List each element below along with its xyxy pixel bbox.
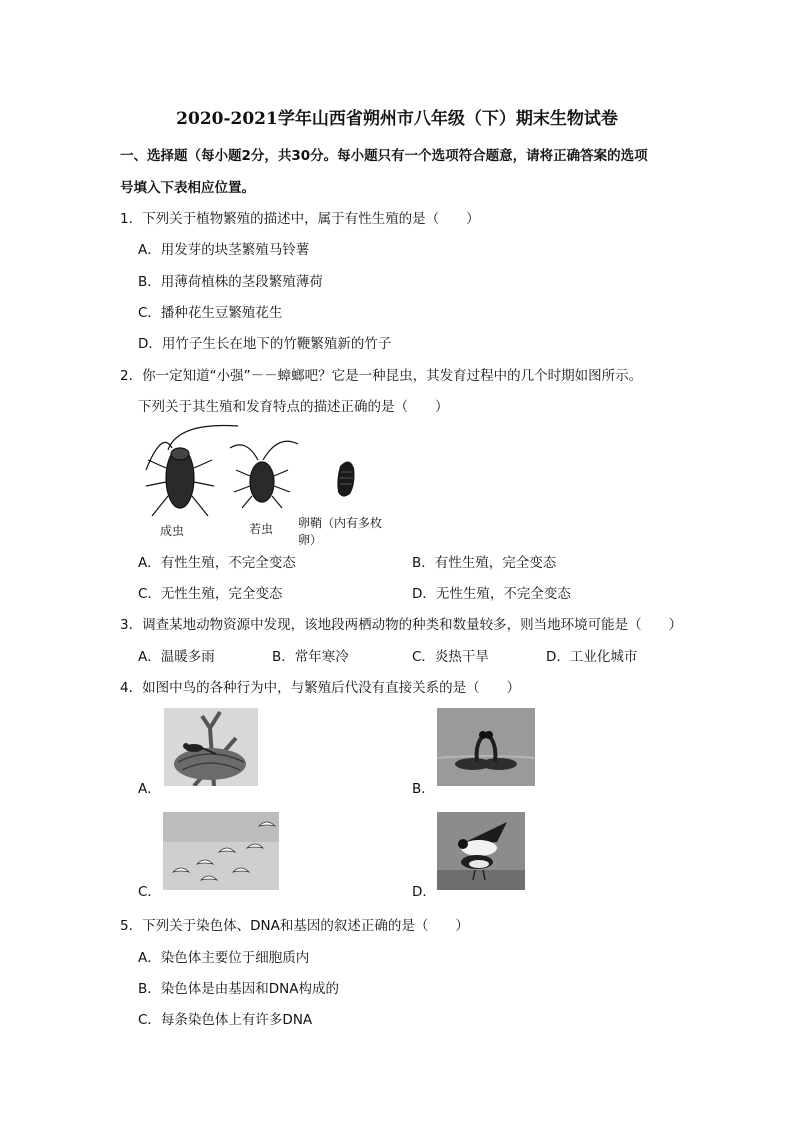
q1-stem: 1．下列关于植物繁殖的描述中，属于有性生殖的是（ ） bbox=[120, 211, 480, 227]
egg-case-drawing bbox=[337, 461, 354, 496]
q5-option-a: A．染色体主要位于细胞质内 bbox=[138, 950, 310, 966]
q3-option-b: B．常年寒冷 bbox=[272, 649, 349, 665]
label-egg-case: 卵鞘（内有多枚卵） bbox=[298, 516, 383, 547]
q1-option-a: A．用发芽的块茎繁殖马铃薯 bbox=[138, 242, 310, 258]
q4-option-c: C． bbox=[138, 884, 161, 900]
nymph-cockroach-drawing bbox=[230, 441, 298, 508]
label-adult: 成虫 bbox=[160, 524, 185, 538]
page-title: 2020-2021学年山西省朔州市八年级（下）期末生物试卷 bbox=[176, 109, 618, 129]
q5-option-c: C．每条染色体上有许多DNA bbox=[138, 1012, 313, 1028]
adult-cockroach-drawing bbox=[146, 426, 238, 517]
section-heading-line1: 一、选择题（每小题2分，共30分。每小题只有一个选项符合题意，请将正确答案的选项 bbox=[120, 148, 648, 164]
q4-option-d: D． bbox=[412, 884, 436, 900]
q5-stem: 5．下列关于染色体、DNA和基因的叙述正确的是（ ） bbox=[120, 918, 469, 934]
q4-stem: 4．如图中鸟的各种行为中，与繁殖后代没有直接关系的是（ ） bbox=[120, 680, 521, 696]
q5-option-b: B．染色体是由基因和DNA构成的 bbox=[138, 981, 339, 997]
q3-option-d: D．工业化城市 bbox=[546, 649, 638, 665]
q2-option-a: A．有性生殖，不完全变态 bbox=[138, 555, 296, 571]
section-heading-line2: 号填入下表相应位置。 bbox=[120, 180, 255, 196]
q2-stem-line1: 2．你一定知道“小强”－－蟑螂吧？它是一种昆虫，其发育过程中的几个时期如图所示。 bbox=[120, 368, 643, 384]
q1-option-b: B．用薄荷植株的茎段繁殖薄荷 bbox=[138, 274, 323, 290]
q2-option-d: D．无性生殖，不完全变态 bbox=[412, 586, 571, 602]
q4-option-a: A． bbox=[138, 781, 161, 797]
cockroach-figure bbox=[138, 420, 400, 547]
q3-option-c: C．炎热干旱 bbox=[412, 649, 489, 665]
q4-option-b: B． bbox=[412, 781, 435, 797]
photo-lapwing-mating bbox=[437, 812, 525, 890]
photo-birds-flying bbox=[163, 812, 279, 890]
q2-stem-line2: 下列关于其生殖和发育特点的描述正确的是（ ） bbox=[138, 399, 449, 415]
photo-bird-nest bbox=[164, 708, 258, 786]
q3-stem: 3．调查某地动物资源中发现，该地段两栖动物的种类和数量较多，则当地环境可能是（ ） bbox=[120, 617, 683, 633]
q3-option-a: A．温暖多雨 bbox=[138, 649, 215, 665]
label-nymph: 若虫 bbox=[249, 522, 274, 536]
q1-option-c: C．播种花生豆繁殖花生 bbox=[138, 305, 283, 321]
q2-option-c: C．无性生殖，完全变态 bbox=[138, 586, 283, 602]
q1-option-d: D．用竹子生长在地下的竹鞭繁殖新的竹子 bbox=[138, 336, 392, 352]
photo-grebe-courtship bbox=[437, 708, 535, 786]
q2-option-b: B．有性生殖，完全变态 bbox=[412, 555, 557, 571]
